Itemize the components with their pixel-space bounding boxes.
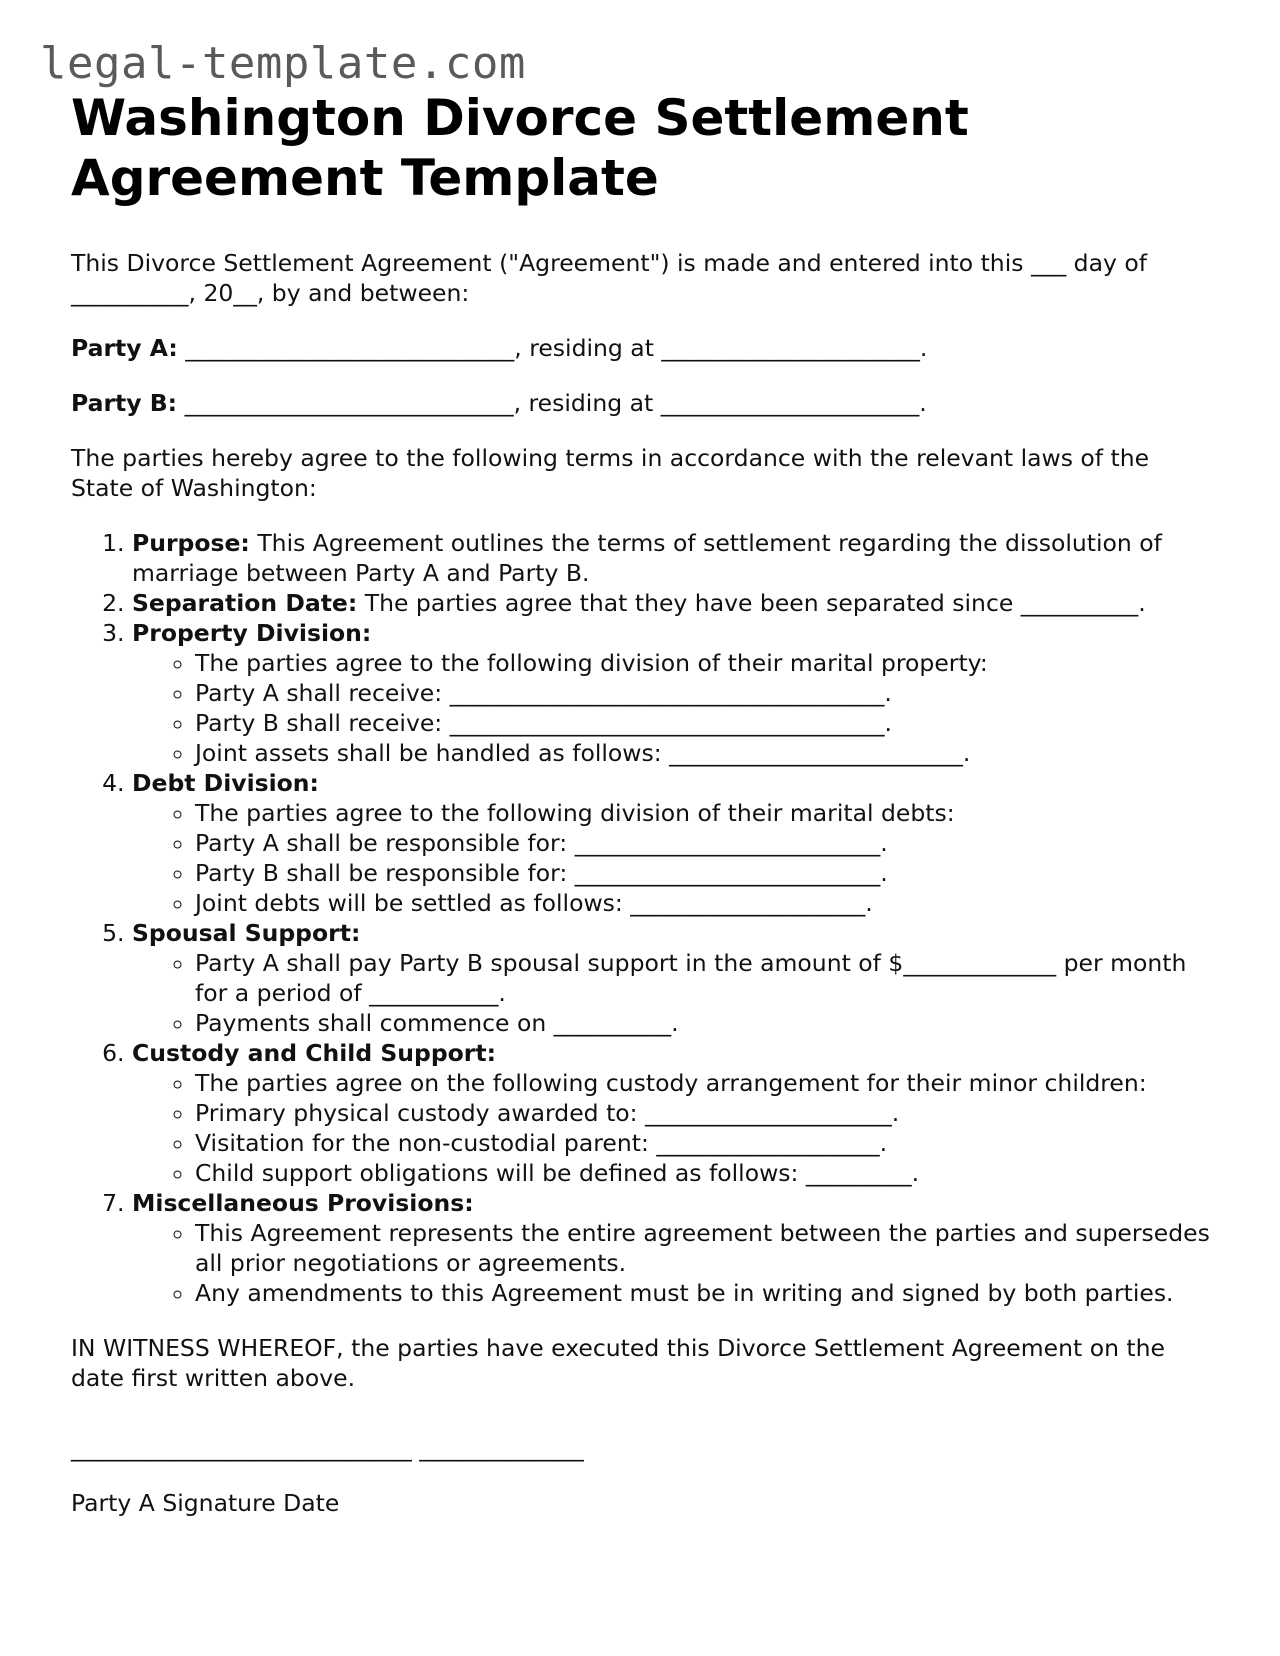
signature-caption: Party A Signature Date: [71, 1489, 340, 1517]
list-item: ◦ This Agreement represents the entire agreement between the parties and supersedes all prior negotiations or agreements.: [195, 1218, 1211, 1278]
document-title: Washington Divorce Settlement Agreement Template: [71, 89, 969, 207]
section-heading: Spousal Support:: [132, 919, 361, 947]
list-item: ◦ Party A shall be responsible for: __________________________.: [195, 828, 1211, 858]
custody-sublist: [132, 1068, 1211, 1188]
list-item: ◦ Party A shall receive: _____________________________________.: [195, 678, 1211, 708]
intro-paragraph: This Divorce Settlement Agreement ("Agreement") is made and entered into this ___ day of __________, 20__, by and between:: [71, 249, 1148, 307]
list-item: ◦ Visitation for the non-custodial parent: ___________________.: [195, 1128, 1211, 1158]
list-item: ◦ Payments shall commence on __________.: [195, 1008, 1211, 1038]
section-heading: Miscellaneous Provisions:: [132, 1189, 474, 1217]
list-item: ◦ The parties agree to the following division of their marital property:: [195, 648, 1211, 678]
section-text: This Agreement outlines the terms of settlement regarding the dissolution of marriage between Party A and Party B.: [132, 529, 1162, 587]
party-b-line: [71, 388, 1211, 418]
property-sublist: [132, 648, 1211, 768]
party-a-label: Party A:: [71, 334, 178, 362]
terms-list: [71, 528, 1211, 1308]
list-item: ◦ The parties agree to the following division of their marital debts:: [195, 798, 1211, 828]
list-item: ◦ Primary physical custody awarded to: _____________________.: [195, 1098, 1211, 1128]
terms-intro: The parties hereby agree to the following terms in accordance with the relevant laws of the State of Washington:: [71, 444, 1150, 502]
party-b-text: ____________________________, residing at ______________________.: [177, 389, 927, 417]
list-item: ◦ Party B shall receive: _____________________________________.: [195, 708, 1211, 738]
section-heading: Debt Division:: [132, 769, 319, 797]
section-heading: Property Division:: [132, 619, 372, 647]
signature-lines: _____________________________ ______________: [71, 1434, 584, 1462]
list-item: ◦ Party A shall pay Party B spousal support in the amount of $_____________ per month for a period of ___________.: [195, 948, 1211, 1008]
section-purpose: [132, 528, 1211, 588]
party-a-line: [71, 333, 1211, 363]
list-item: ◦ Child support obligations will be defined as follows: _________.: [195, 1158, 1211, 1188]
section-miscellaneous: [132, 1188, 1211, 1308]
list-item: ◦ Party B shall be responsible for: __________________________.: [195, 858, 1211, 888]
spousal-sublist: [132, 948, 1211, 1038]
section-custody-child-support: [132, 1038, 1211, 1188]
section-spousal-support: [132, 918, 1211, 1038]
section-heading: Purpose:: [132, 529, 250, 557]
document-body: [71, 88, 1211, 1518]
section-heading: Custody and Child Support:: [132, 1039, 497, 1067]
list-item: ◦ Joint assets shall be handled as follows: _________________________.: [195, 738, 1211, 768]
section-heading: Separation Date:: [132, 589, 358, 617]
list-item: ◦ Joint debts will be settled as follows: ____________________.: [195, 888, 1211, 918]
misc-sublist: [132, 1218, 1211, 1308]
witness-paragraph: IN WITNESS WHEREOF, the parties have executed this Divorce Settlement Agreement on the date first written above.: [71, 1334, 1166, 1392]
section-separation-date: [132, 588, 1211, 618]
section-property-division: [132, 618, 1211, 768]
section-text: The parties agree that they have been separated since __________.: [357, 589, 1146, 617]
party-b-label: Party B:: [71, 389, 178, 417]
list-item: ◦ Any amendments to this Agreement must be in writing and signed by both parties.: [195, 1278, 1211, 1308]
section-debt-division: [132, 768, 1211, 918]
list-item: ◦ The parties agree on the following custody arrangement for their minor children:: [195, 1068, 1211, 1098]
watermark: legal-template.com: [40, 38, 526, 89]
debt-sublist: [132, 798, 1211, 918]
party-a-text: ____________________________, residing at ______________________.: [177, 334, 928, 362]
